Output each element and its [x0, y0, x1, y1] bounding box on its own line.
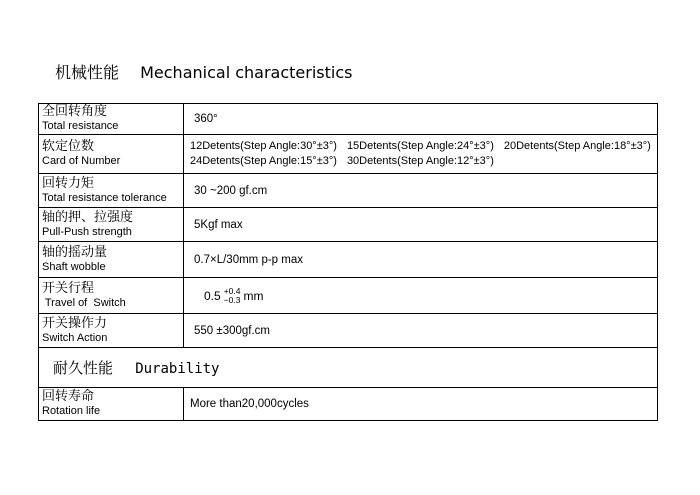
row-value	[184, 314, 658, 348]
table-row	[39, 278, 658, 314]
label-zh: 回转力矩	[42, 175, 95, 191]
detents-line-2	[190, 154, 657, 169]
row-label	[39, 208, 184, 242]
detent-option: 12Detents(Step Angle:30°±3°)	[190, 140, 337, 152]
row-value	[184, 388, 658, 421]
label-zh: 轴的押、拉强度	[42, 209, 134, 225]
row-label	[39, 388, 184, 421]
detent-option: 15Detents(Step Angle:24°±3°)	[346, 140, 494, 152]
detent-option: 20Detents(Step Angle:18°±3°)	[503, 140, 651, 152]
durability-heading-zh: 耐久性能	[53, 359, 114, 377]
value-text: 550 ±300gf.cm	[194, 324, 270, 337]
row-label	[39, 135, 184, 174]
row-label	[39, 314, 184, 348]
label-en: Travel of Switch	[42, 296, 126, 309]
tolerance-plus: +0.4	[223, 285, 241, 296]
row-value	[184, 174, 658, 208]
value-text: 30 ~200 gf.cm	[194, 184, 268, 197]
label-en: Rotation life	[42, 405, 101, 417]
label-zh: 开关操作力	[42, 315, 108, 331]
row-value	[184, 104, 658, 135]
value-text: More than20,000cycles	[190, 398, 309, 410]
spec-table	[38, 103, 658, 421]
detent-option: 24Detents(Step Angle:15°±3°)	[190, 155, 337, 167]
label-zh: 软定位数	[42, 139, 95, 154]
row-label	[39, 174, 184, 208]
tolerance-minus: −0.3	[223, 294, 241, 305]
label-en: Card of Number	[42, 155, 121, 167]
detents-line-1	[190, 139, 657, 154]
table-row	[39, 208, 658, 242]
row-label	[39, 242, 184, 278]
table-row	[39, 104, 658, 135]
label-en: Total resistance	[42, 120, 119, 132]
table-row	[39, 314, 658, 348]
section-title-mechanical	[55, 60, 352, 83]
durability-heading-row	[39, 348, 658, 388]
section-title-zh: 机械性能	[55, 63, 120, 82]
tolerance-stack	[224, 287, 241, 305]
row-label	[39, 104, 184, 135]
label-zh: 轴的摇动量	[42, 244, 108, 260]
table-row	[39, 388, 658, 421]
value-text: 360°	[194, 113, 218, 125]
row-value	[184, 242, 658, 278]
value-text: 5Kgf max	[194, 218, 243, 231]
label-zh: 回转寿命	[42, 389, 95, 404]
table-row	[39, 174, 658, 208]
label-en: Total resistance tolerance	[42, 191, 167, 204]
travel-unit: mm	[243, 288, 264, 303]
row-value	[184, 135, 658, 174]
row-label	[39, 278, 184, 314]
travel-value	[204, 287, 263, 305]
label-en: Pull-Push strength	[42, 225, 132, 238]
row-value	[184, 278, 658, 314]
value-text: 0.7×L/30mm p-p max	[194, 253, 303, 266]
table-row	[39, 135, 658, 174]
section-title-en: Mechanical characteristics	[140, 63, 353, 82]
durability-heading-en: Durability	[135, 361, 220, 377]
label-en: Switch Action	[42, 331, 108, 344]
detent-option: 30Detents(Step Angle:12°±3°)	[346, 155, 494, 167]
row-value	[184, 208, 658, 242]
label-zh: 开关行程	[42, 280, 95, 296]
durability-heading	[39, 348, 658, 388]
label-en: Shaft wobble	[42, 260, 106, 273]
table-row	[39, 242, 658, 278]
label-zh: 全回转角度	[42, 104, 108, 119]
travel-base: 0.5	[204, 288, 221, 303]
